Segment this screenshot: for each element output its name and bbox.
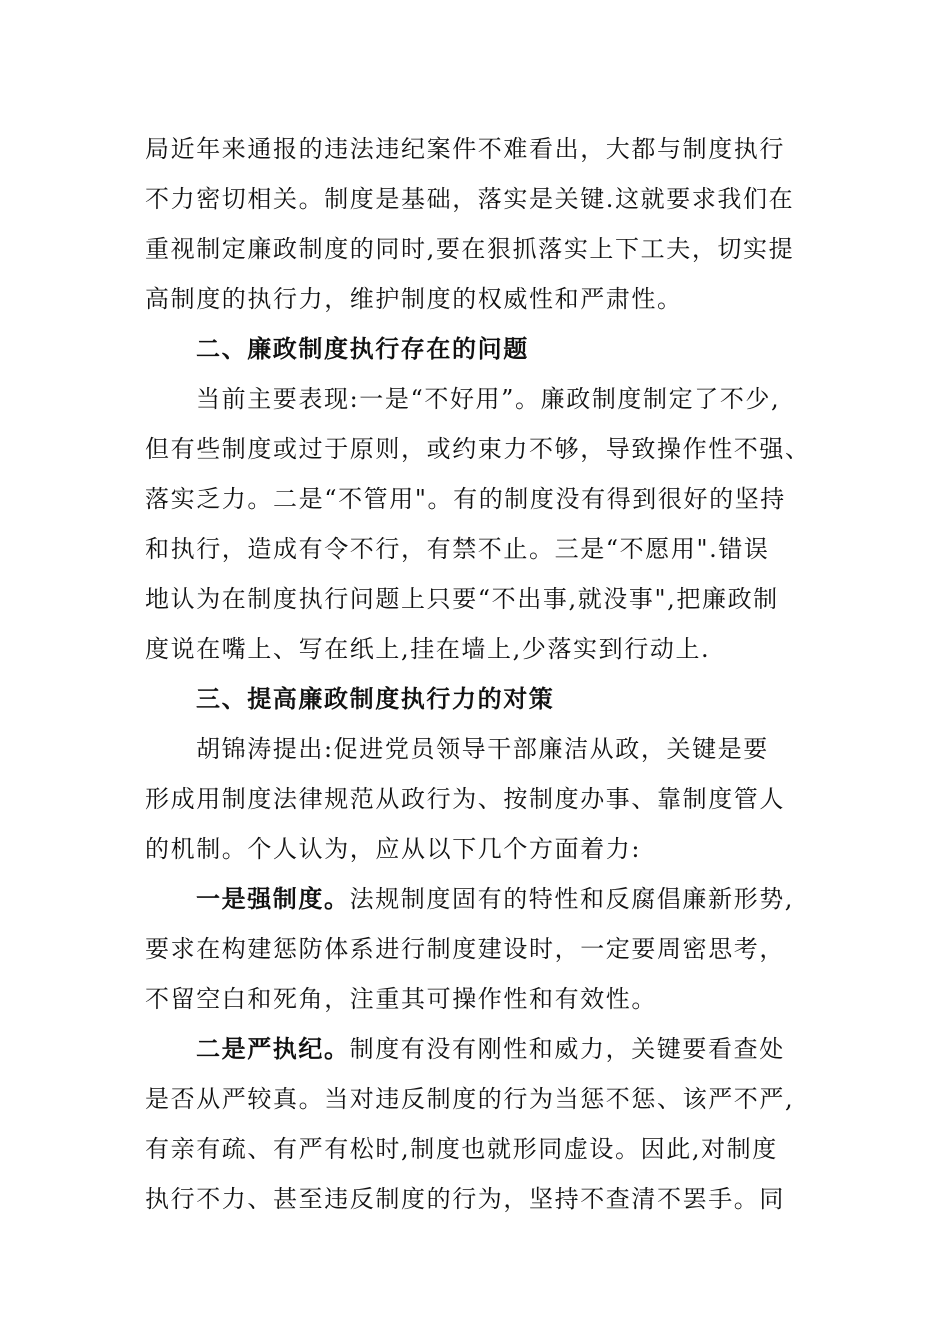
text-line: 和执行，造成有令不行，有禁不止。三是“不愿用".错误 (145, 535, 770, 563)
text-line: 执行不力、甚至违反制度的行为，坚持不查清不罢手。同 (145, 1185, 785, 1213)
section-heading: 二、廉政制度执行存在的问题 (196, 334, 529, 363)
text-line: 形成用制度法律规范从政行为、按制度办事、靠制度管人 (145, 785, 785, 813)
text-line: 当前主要表现:一是“不好用”。廉政制度制定了不少, (196, 385, 781, 413)
bold-lead: 二是严执纪。 (196, 1034, 350, 1063)
text-line: 局近年来通报的违法违纪案件不难看出，大都与制度执行 (145, 135, 785, 163)
text-line: 重视制定廉政制度的同时,要在狠抓落实上下工夫，切实提 (145, 235, 795, 263)
text-line: 的机制。个人认为，应从以下几个方面着力: (145, 835, 642, 863)
text-run: 制度有没有刚性和威力，关键要看查处 (349, 1035, 785, 1063)
text-line: 不留空白和死角，注重其可操作性和有效性。 (145, 985, 657, 1013)
text-line: 要求在构建惩防体系进行制度建设时，一定要周密思考， (145, 935, 785, 963)
text-run: 法规制度固有的特性和反腐倡廉新形势, (349, 885, 795, 913)
text-line: 度说在嘴上、写在纸上,挂在墙上,少落实到行动上. (145, 635, 711, 663)
text-line (196, 1029, 785, 1069)
text-line: 胡锦涛提出:促进党员领导干部廉洁从政，关键是要 (196, 735, 769, 763)
text-line: 但有些制度或过于原则，或约束力不够，导致操作性不强、 (145, 435, 811, 463)
text-line: 不力密切相关。制度是基础，落实是关键.这就要求我们在 (145, 185, 795, 213)
text-line (196, 879, 794, 919)
section-heading: 三、提高廉政制度执行力的对策 (196, 684, 555, 713)
text-line: 有亲有疏、有严有松时,制度也就形同虚设。因此,对制度 (145, 1135, 778, 1163)
bold-lead: 一是强制度。 (196, 884, 350, 913)
text-line: 落实乏力。二是“不管用"。有的制度没有得到很好的坚持 (145, 485, 786, 513)
text-line: 高制度的执行力，维护制度的权威性和严肃性。 (145, 285, 683, 313)
text-line: 地认为在制度执行问题上只要“不出事,就没事",把廉政制 (145, 585, 779, 613)
text-line: 是否从严较真。当对违反制度的行为当惩不惩、该严不严, (145, 1085, 795, 1113)
